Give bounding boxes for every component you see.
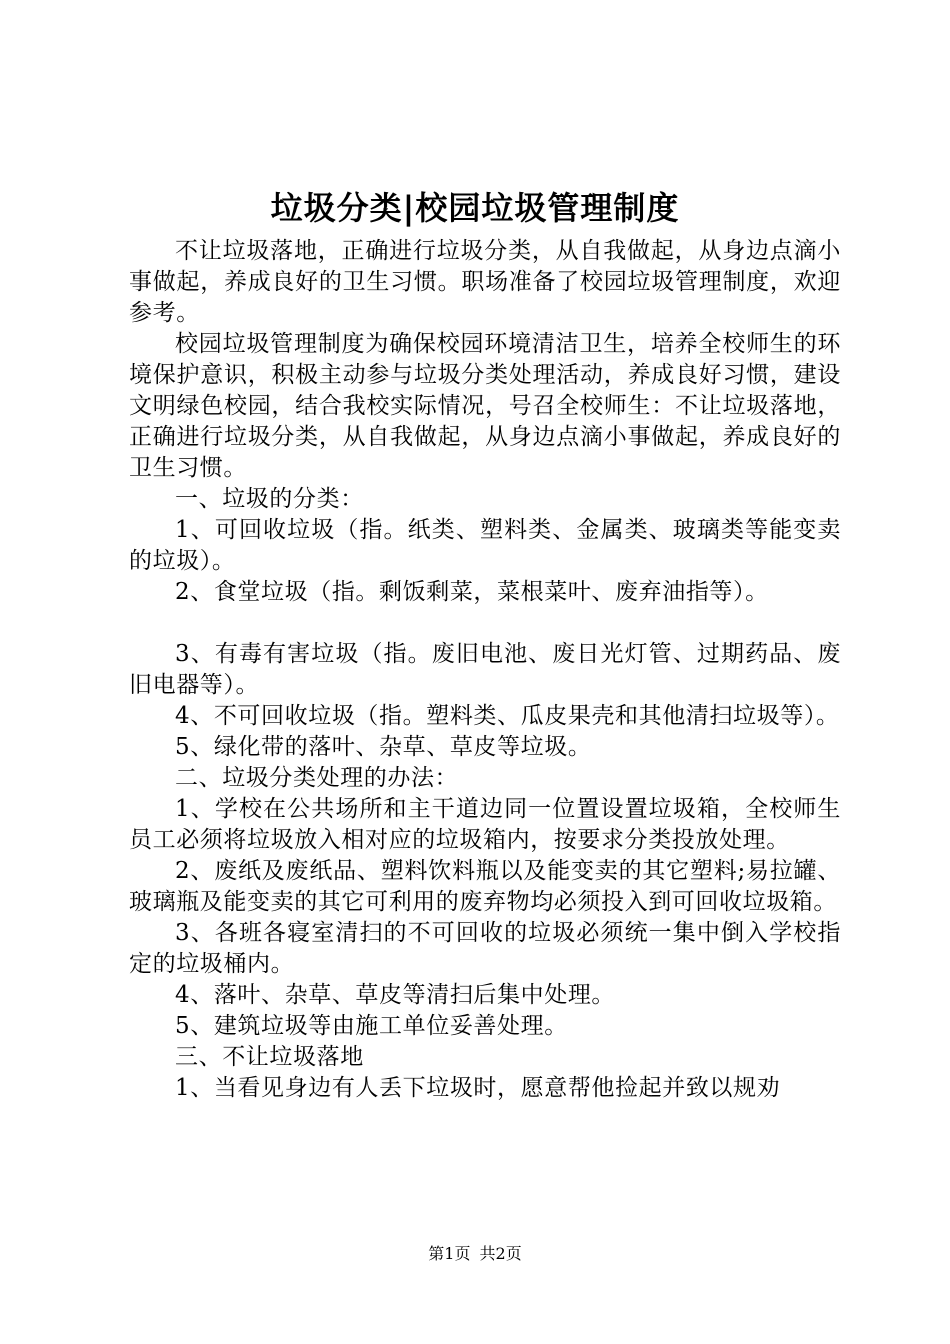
section-heading-classification: 一、垃圾的分类： <box>175 486 364 512</box>
document-title: 垃圾分类|校园垃圾管理制度 <box>270 189 680 227</box>
list-item-greenbelt: 5、绿化带的落叶、杂草、草皮等垃圾。 <box>175 734 592 760</box>
section-heading-methods: 二、垃圾分类处理的办法： <box>175 765 459 791</box>
list-item-method-1: 1、学校在公共场所和主干道边同一位置设置垃圾箱，全校师生员工必须将垃圾放入相对应的垃圾箱内，按要求分类投放处理。 <box>129 796 841 853</box>
list-item-hazardous: 3、有毒有害垃圾（指。废旧电池、废日光灯管、过期药品、废旧电器等）。 <box>129 641 841 698</box>
list-item-method-4: 4、落叶、杂草、草皮等清扫后集中处理。 <box>175 982 616 1008</box>
list-item-nonrecyclable: 4、不可回收垃圾（指。塑料类、瓜皮果壳和其他清扫垃圾等）。 <box>175 703 840 729</box>
list-item-no-littering-1: 1、当看见身边有人丢下垃圾时，愿意帮他捡起并致以规劝 <box>175 1075 781 1101</box>
list-item-method-5: 5、建筑垃圾等由施工单位妥善处理。 <box>175 1013 568 1039</box>
list-item-recyclable: 1、可回收垃圾（指。纸类、塑料类、金属类、玻璃类等能变卖的垃圾）。 <box>129 517 841 574</box>
page-footer <box>0 1243 950 1265</box>
list-item-canteen: 2、食堂垃圾（指。剩饭剩菜，菜根菜叶、废弃油指等）。 <box>175 579 769 605</box>
paragraph-policy: 校园垃圾管理制度为确保校园环境清洁卫生，培养全校师生的环境保护意识，积极主动参与垃圾分类处理活动，养成良好习惯，建设文明绿色校园，结合我校实际情况，号召全校师生：不让垃圾落地，正确进行垃圾分类，从自我做起，从身边点滴小事做起，养成良好的卫生习惯。 <box>129 331 841 481</box>
document-body <box>129 236 841 1104</box>
page-number: 第1页 <box>428 1244 471 1263</box>
page-total: 共2页 <box>479 1244 522 1263</box>
list-item-method-3: 3、各班各寝室清扫的不可回收的垃圾必须统一集中倒入学校指定的垃圾桶内。 <box>129 920 841 977</box>
paragraph-intro: 不让垃圾落地，正确进行垃圾分类，从自我做起，从身边点滴小事做起，养成良好的卫生习惯。职场准备了校园垃圾管理制度，欢迎参考。 <box>129 238 841 326</box>
list-item-method-2: 2、废纸及废纸品、塑料饮料瓶以及能变卖的其它塑料;易拉罐、玻璃瓶及能变卖的其它可利用的废弃物均必须投入到可回收垃圾箱。 <box>129 858 841 915</box>
section-heading-no-littering: 三、不让垃圾落地 <box>175 1044 364 1070</box>
